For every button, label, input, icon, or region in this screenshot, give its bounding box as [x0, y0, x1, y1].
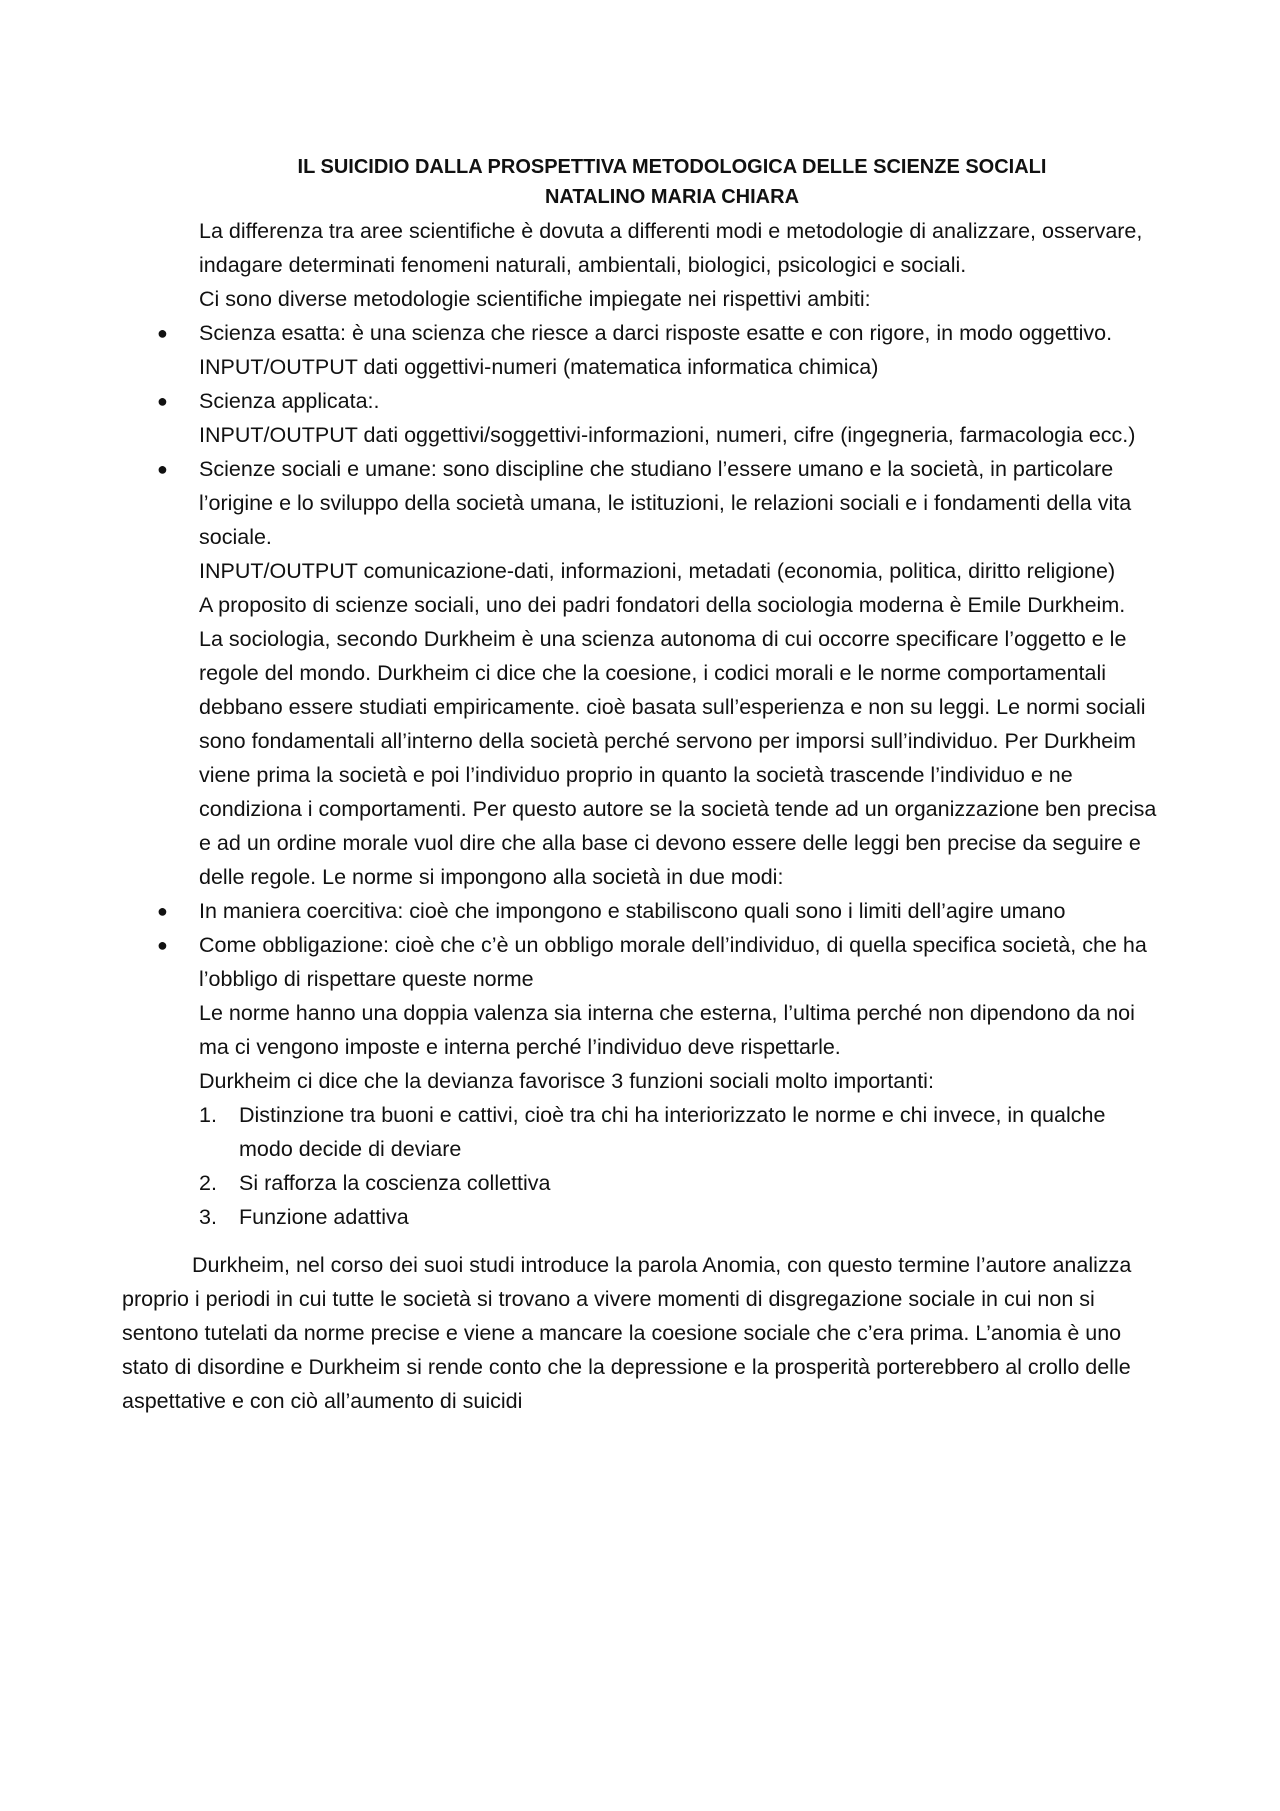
bullet-icon: ● — [157, 901, 168, 921]
bullet-icon: ● — [157, 935, 168, 955]
list-item — [157, 452, 1162, 894]
bullet-icon: ● — [157, 459, 168, 479]
list-item — [157, 316, 1162, 384]
list-item-text: In maniera coercitiva: cioè che impongono e stabiliscono quali sono i limiti dell’agire umano — [199, 899, 1066, 923]
list-item — [157, 384, 1162, 452]
list-number: 2. — [199, 1171, 217, 1195]
list-item-text: Scienza esatta: è una scienza che riesce a darci risposte esatte e con rigore, in modo oggettivo. INPUT/OUTPUT dati oggettivi-numeri (matematica informatica chimica) — [199, 321, 1113, 379]
functions-list — [199, 1098, 1162, 1234]
bullet-icon: ● — [157, 391, 168, 411]
list-item-text: Le norme hanno una doppia valenza sia interna che esterna, l’ultima perché non dipendono da noi ma ci vengono imposte e interna perché l’individuo deve rispettarle. — [199, 1001, 1135, 1059]
document-author: NATALINO MARIA CHIARA — [544, 186, 800, 208]
intro-paragraph: La differenza tra aree scientifiche è dovuta a differenti modi e metodologie di analizzare, osservare, indagare determinati fenomeni naturali, ambientali, biologici, psicologici e sociali. — [199, 219, 1143, 277]
list-item — [199, 1166, 1162, 1200]
list-item-text: Distinzione tra buoni e cattivi, cioè tra chi ha interiorizzato le norme e chi invece, in qualche modo decide di deviare — [239, 1103, 1106, 1161]
list-item-text: Scienza applicata:. — [199, 389, 380, 413]
indented-section — [157, 214, 1162, 1098]
list-item-text: Scienze sociali e umane: sono discipline che studiano l’essere umano e la società, in particolare l’origine e lo sviluppo della società umana, le istituzioni, le relazioni sociali e i fondamenti della vita sociale. — [199, 457, 1132, 549]
list-item-text: INPUT/OUTPUT comunicazione-dati, informazioni, metadati (economia, politica, diritto religione) — [199, 559, 1116, 583]
list-item — [199, 1200, 1162, 1234]
list-item-text: Si rafforza la coscienza collettiva — [239, 1171, 551, 1195]
document-body — [122, 152, 1162, 1418]
bullet-icon: ● — [157, 323, 168, 343]
list-item — [199, 1098, 1162, 1166]
methods-intro: Ci sono diverse metodologie scientifiche impiegate nei rispettivi ambiti: — [199, 287, 871, 311]
list-item — [157, 894, 1162, 928]
sciences-list — [157, 316, 1162, 1098]
list-item-text: La sociologia, secondo Durkheim è una scienza autonoma di cui occorre specificare l’oggetto e le regole del mondo. Durkheim ci dice che la coesione, i codici morali e le norme comportamentali debbano essere studiati empiricamente. cioè basata sull’esperienza e non su leggi. Le normi sociali sono fondamentali all’interno della società perché servono per imporsi sull’individuo. Per Durkheim viene prima la società e poi l’individuo proprio in quanto la società trascende l’individuo e ne condiziona i comportamenti. Per questo autore se la società tende ad un organizzazione ben precisa e ad un ordine morale vuol dire che alla base ci devono essere delle leggi ben precise da seguire e delle regole. Le norme si impongono alla società in due modi: — [199, 627, 1157, 889]
list-item-text: A proposito di scienze sociali, uno dei padri fondatori della sociologia moderna è Emile Durkheim. — [199, 593, 1126, 617]
list-item-text: Funzione adattiva — [239, 1205, 409, 1229]
list-item-text: INPUT/OUTPUT dati oggettivi/soggettivi-informazioni, numeri, cifre (ingegneria, farmacologia ecc.) — [199, 423, 1136, 447]
closing-paragraph: Durkheim, nel corso dei suoi studi introduce la parola Anomia, con questo termine l’autore analizza proprio i periodi in cui tutte le società si trovano a vivere momenti di disgregazione sociale in cui non si sentono tutelati da norme precise e viene a mancare la coesione sociale che c’era prima. L’anomia è uno stato di disordine e Durkheim si rende conto che la depressione e la prosperità porterebbero al crollo delle aspettative e con ciò all’aumento di suicidi — [122, 1253, 1132, 1413]
list-number: 3. — [199, 1205, 217, 1229]
list-item-text: Come obbligazione: cioè che c’è un obbligo morale dell’individuo, di quella specifica società, che ha l’obbligo di rispettare queste norme — [199, 933, 1147, 991]
list-item — [157, 928, 1162, 1098]
list-number: 1. — [199, 1103, 217, 1127]
document-title: IL SUICIDIO DALLA PROSPETTIVA METODOLOGICA DELLE SCIENZE SOCIALI — [297, 156, 1047, 178]
list-item-text: Durkheim ci dice che la devianza favorisce 3 funzioni sociali molto importanti: — [199, 1069, 934, 1093]
